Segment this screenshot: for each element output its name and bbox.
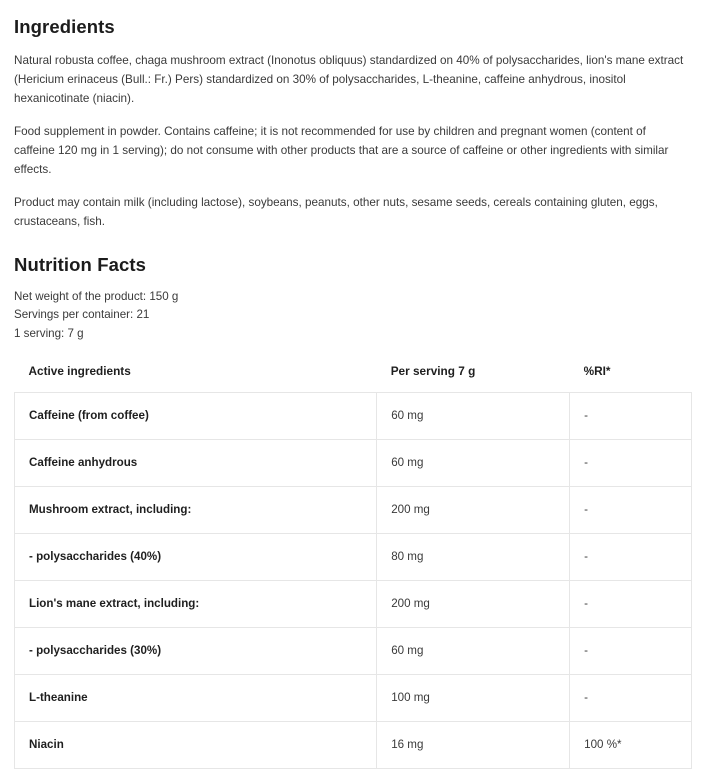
ingredient-name: Caffeine anhydrous	[15, 439, 377, 486]
table-row	[15, 392, 692, 439]
ingredient-serving-amount: 200 mg	[377, 486, 570, 533]
ingredient-ri-value: -	[570, 627, 692, 674]
servings-per-container-line: Servings per container: 21	[14, 308, 150, 322]
ingredient-serving-amount: 200 mg	[377, 580, 570, 627]
table-row	[15, 439, 692, 486]
ingredient-name: - polysaccharides (30%)	[15, 627, 377, 674]
table-row	[15, 721, 692, 768]
ingredient-ri-value: -	[570, 674, 692, 721]
ingredient-serving-amount: 80 mg	[377, 533, 570, 580]
ingredient-ri-value: -	[570, 392, 692, 439]
supplement-warning-paragraph: Food supplement in powder. Contains caffeine; it is not recommended for use by children and pregnant women (content of caffeine 120 mg in 1 serving); do not consume with other products that are a source of caffeine or other ingredients with similar effects.	[14, 124, 669, 176]
nutrition-meta	[14, 288, 692, 344]
ingredient-serving-amount: 60 mg	[377, 392, 570, 439]
ingredient-name: Lion's mane extract, including:	[15, 580, 377, 627]
nutrition-table	[14, 358, 692, 769]
ingredient-ri-value: -	[570, 439, 692, 486]
table-row	[15, 486, 692, 533]
ingredient-name: L-theanine	[15, 674, 377, 721]
column-header-ri: %RI*	[583, 363, 611, 378]
table-row	[15, 674, 692, 721]
net-weight-line: Net weight of the product: 150 g	[14, 289, 179, 303]
ingredient-name: Mushroom extract, including:	[15, 486, 377, 533]
table-header-row	[15, 358, 692, 393]
ingredient-serving-amount: 60 mg	[377, 439, 570, 486]
column-header-per-serving: Per serving 7 g	[390, 363, 476, 378]
table-row	[15, 580, 692, 627]
allergen-paragraph: Product may contain milk (including lactose), soybeans, peanuts, other nuts, sesame seeds, cereals containing gluten, eggs, crustaceans, fish.	[14, 195, 658, 228]
ingredient-serving-amount: 100 mg	[377, 674, 570, 721]
ingredient-ri-value: 100 %*	[570, 721, 692, 768]
ingredient-ri-value: -	[570, 533, 692, 580]
nutrition-facts-heading: Nutrition Facts	[14, 253, 147, 275]
serving-size-line: 1 serving: 7 g	[14, 327, 84, 341]
ingredient-ri-value: -	[570, 486, 692, 533]
ingredient-name: - polysaccharides (40%)	[15, 533, 377, 580]
ingredient-name: Caffeine (from coffee)	[15, 392, 377, 439]
ingredients-heading: Ingredients	[14, 16, 115, 37]
ingredient-serving-amount: 16 mg	[377, 721, 570, 768]
column-header-active-ingredients: Active ingredients	[28, 363, 131, 378]
ingredient-ri-value: -	[570, 580, 692, 627]
table-row	[15, 533, 692, 580]
table-row	[15, 627, 692, 674]
ingredients-paragraph: Natural robusta coffee, chaga mushroom extract (Inonotus obliquus) standardized on 40% of polysaccharides, lion's mane extract (Hericium erinaceus (Bull.: Fr.) Pers) standardized on 30% of polysaccharides, L-theanine, caffeine anhydrous, inositol hexanicotinate (niacin).	[14, 54, 684, 105]
ingredient-name: Niacin	[15, 721, 377, 768]
ingredient-serving-amount: 60 mg	[377, 627, 570, 674]
